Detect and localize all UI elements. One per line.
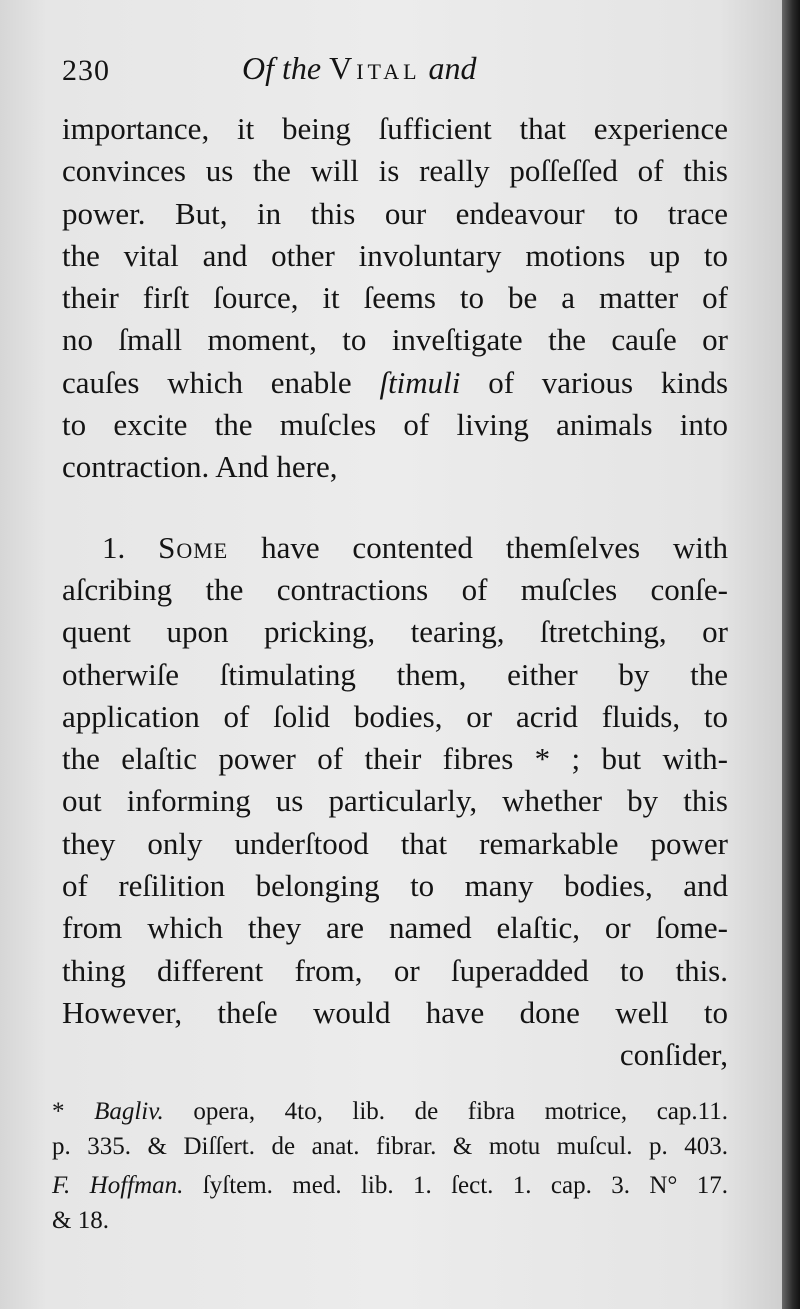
text-line: importance, it being ſufficient that experience <box>62 111 728 146</box>
footnote-text: opera, 4to, lib. de fibra motrice, cap.11. <box>193 1098 729 1125</box>
text-line: aſcribing the contractions of muſcles conſe- <box>62 571 728 607</box>
section-number: 1. <box>102 529 126 565</box>
text-line: from which they are named elaſtic, or ſome- <box>62 910 728 946</box>
text-line-with-italic <box>62 362 728 404</box>
text-segment: of various kinds <box>488 364 729 400</box>
text-segment: cauſes which enable <box>62 364 352 400</box>
footnote-text: ſyſtem. med. lib. 1. ſect. 1. cap. 3. N° 17. <box>202 1172 728 1199</box>
paragraph-1 <box>62 108 728 489</box>
text-line: application of ſolid bodies, or acrid fluids, to <box>62 698 728 734</box>
text-line: contraction. And here, <box>62 449 338 485</box>
page-binding-edge <box>782 0 800 1309</box>
text-line: convinces us the will is really poſſeſſed of this <box>62 153 728 189</box>
footnotes <box>52 1094 728 1238</box>
running-head-caps: Vital <box>329 50 421 86</box>
running-head-part-2: and <box>428 50 477 86</box>
footnote-2-line-1 <box>52 1168 728 1203</box>
text-line: the elaſtic power of their fibres * ; but with- <box>62 741 728 777</box>
paragraph-2 <box>62 527 728 1077</box>
page-number: 230 <box>62 54 110 87</box>
text-line: thing different from, or ſuperadded to this. <box>62 952 728 988</box>
footnote-2-line-2: & 18. <box>52 1207 109 1234</box>
text-line: power. But, in this our endeavour to trace <box>62 195 728 231</box>
text-line: of reſilition belonging to many bodies, and <box>62 868 728 904</box>
running-head <box>242 50 477 87</box>
text-line: otherwiſe ſtimulating them, either by the <box>62 656 728 692</box>
page-header <box>62 48 727 98</box>
footnote-author: Bagliv. <box>94 1098 164 1125</box>
text-line: the vital and other involuntary motions up to <box>62 237 728 273</box>
italic-term: ſtimuli <box>379 364 461 400</box>
text-line: their firſt ſource, it ſeems to be a matter of <box>62 280 728 316</box>
catchword: conſider, <box>619 1037 728 1073</box>
text-line: quent upon pricking, tearing, ſtretching, or <box>62 614 728 650</box>
running-head-part-1: Of the <box>242 50 322 86</box>
text-line: However, theſe would have done well to <box>62 994 728 1030</box>
paragraph-opening-line <box>62 527 728 569</box>
text-line: no ſmall moment, to inveſtigate the cauſe or <box>62 322 728 358</box>
text-line: they only underſtood that remarkable power <box>62 825 728 861</box>
text-line: out informing us particularly, whether by this <box>62 783 728 819</box>
paragraph-gap <box>62 489 728 527</box>
footnote-marker: * <box>52 1098 65 1125</box>
opening-word: Some <box>158 529 229 565</box>
footnote-1-line-1 <box>52 1094 728 1129</box>
text-line: to excite the muſcles of living animals into <box>62 407 728 443</box>
footnote-author: F. Hoffman. <box>52 1172 184 1199</box>
text-segment: have contented themſelves with <box>261 529 729 565</box>
footnote-1-line-2: p. 335. & Diſſert. de anat. fibrar. & motu muſcul. p. 403. <box>52 1133 728 1160</box>
main-text <box>62 108 728 1077</box>
